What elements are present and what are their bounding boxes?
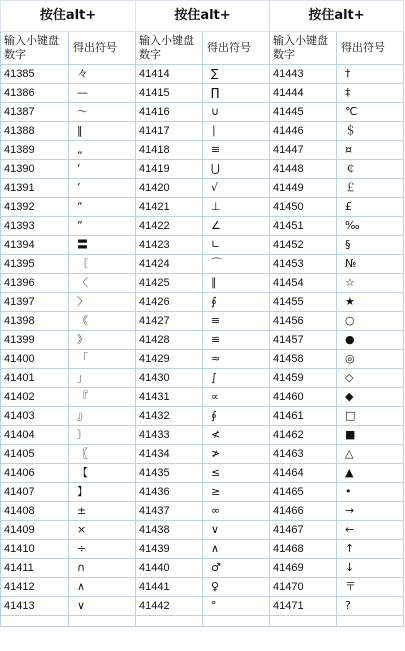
code-cell: 41403 bbox=[1, 407, 69, 426]
table-row bbox=[1, 502, 136, 521]
code-cell: 41416 bbox=[136, 103, 203, 122]
symbol-cell: 」 bbox=[69, 369, 136, 388]
code-cell: 41409 bbox=[1, 521, 69, 540]
code-cell: 41467 bbox=[270, 521, 337, 540]
symbol-cell: — bbox=[69, 84, 136, 103]
code-cell: 41408 bbox=[1, 502, 69, 521]
code-cell: 41460 bbox=[270, 388, 337, 407]
table-row bbox=[270, 312, 404, 331]
code-cell: 41398 bbox=[1, 312, 69, 331]
symbol-cell: ∨ bbox=[69, 597, 136, 616]
table-row bbox=[136, 369, 270, 388]
code-cell: 41423 bbox=[136, 236, 203, 255]
table-row bbox=[270, 236, 404, 255]
symbol-cell: ◆ bbox=[337, 388, 404, 407]
table-row bbox=[1, 198, 136, 217]
table-row bbox=[270, 597, 404, 616]
empty-cell bbox=[136, 616, 203, 627]
code-cell: 41406 bbox=[1, 464, 69, 483]
code-cell: 41407 bbox=[1, 483, 69, 502]
table-row bbox=[136, 236, 270, 255]
table-row bbox=[136, 407, 270, 426]
symbol-cell: □ bbox=[337, 407, 404, 426]
symbol-cell: ～ bbox=[69, 103, 136, 122]
symbol-cell: ＄ bbox=[337, 122, 404, 141]
code-cell: 41394 bbox=[1, 236, 69, 255]
code-cell: 41470 bbox=[270, 578, 337, 597]
code-cell: 41396 bbox=[1, 274, 69, 293]
symbol-cell: 》 bbox=[69, 331, 136, 350]
code-cell: 41422 bbox=[136, 217, 203, 236]
code-cell: 41402 bbox=[1, 388, 69, 407]
table-row bbox=[136, 597, 270, 616]
table-row bbox=[136, 274, 270, 293]
symbol-cell: ● bbox=[337, 331, 404, 350]
table-row bbox=[136, 160, 270, 179]
table-row bbox=[1, 255, 136, 274]
table-row bbox=[136, 293, 270, 312]
column-header-row bbox=[136, 32, 270, 65]
symbol-cell: ∨ bbox=[203, 521, 270, 540]
symbol-cell: 《 bbox=[69, 312, 136, 331]
code-cell: 41439 bbox=[136, 540, 203, 559]
table-row bbox=[270, 388, 404, 407]
symbol-cell: ☆ bbox=[337, 274, 404, 293]
table-row bbox=[270, 65, 404, 84]
code-cell: 41425 bbox=[136, 274, 203, 293]
table-title-row bbox=[270, 1, 404, 32]
symbol-cell: ∩ bbox=[69, 559, 136, 578]
table-row bbox=[1, 426, 136, 445]
symbol-cell: 〒 bbox=[337, 578, 404, 597]
symbol-cell: „ bbox=[69, 141, 136, 160]
symbol-cell: ♀ bbox=[203, 578, 270, 597]
code-cell: 41440 bbox=[136, 559, 203, 578]
symbol-cell: 【 bbox=[69, 464, 136, 483]
table-row bbox=[270, 521, 404, 540]
table-row bbox=[136, 388, 270, 407]
code-cell: 41404 bbox=[1, 426, 69, 445]
empty-cell bbox=[203, 616, 270, 627]
table-row bbox=[270, 464, 404, 483]
code-cell: 41461 bbox=[270, 407, 337, 426]
symbol-cell: ÷ bbox=[69, 540, 136, 559]
code-cell: 41451 bbox=[270, 217, 337, 236]
code-cell: 41429 bbox=[136, 350, 203, 369]
symbol-cell: 『 bbox=[69, 388, 136, 407]
table-row bbox=[1, 388, 136, 407]
header-code: 输入小键盘数字 bbox=[270, 32, 337, 65]
code-cell: 41454 bbox=[270, 274, 337, 293]
code-cell: 41432 bbox=[136, 407, 203, 426]
empty-cell bbox=[337, 616, 404, 627]
table-row bbox=[136, 578, 270, 597]
code-cell: 41438 bbox=[136, 521, 203, 540]
symbol-cell: 「 bbox=[69, 350, 136, 369]
symbol-cell: ∝ bbox=[203, 388, 270, 407]
code-cell: 41455 bbox=[270, 293, 337, 312]
table-row bbox=[270, 141, 404, 160]
code-cell: 41430 bbox=[136, 369, 203, 388]
symbol-cell: ≌ bbox=[203, 331, 270, 350]
symbol-cell: △ bbox=[337, 445, 404, 464]
table-row bbox=[270, 103, 404, 122]
table-row bbox=[1, 331, 136, 350]
symbol-cell: • bbox=[337, 483, 404, 502]
table-row bbox=[1, 293, 136, 312]
table-row bbox=[1, 217, 136, 236]
table-row bbox=[1, 521, 136, 540]
symbol-cell: ◎ bbox=[337, 350, 404, 369]
table-row bbox=[136, 312, 270, 331]
column-header-row bbox=[1, 32, 136, 65]
empty-cell bbox=[270, 616, 337, 627]
symbol-cell: ↓ bbox=[337, 559, 404, 578]
symbol-cell: 】 bbox=[69, 483, 136, 502]
symbol-cell: ⌒ bbox=[203, 255, 270, 274]
code-cell: 41421 bbox=[136, 198, 203, 217]
table-row bbox=[270, 179, 404, 198]
symbol-cell: ⋃ bbox=[203, 160, 270, 179]
empty-row bbox=[136, 616, 270, 627]
symbol-cell: “ bbox=[69, 198, 136, 217]
code-cell: 41386 bbox=[1, 84, 69, 103]
table-row bbox=[270, 198, 404, 217]
code-cell: 41437 bbox=[136, 502, 203, 521]
code-cell: 41436 bbox=[136, 483, 203, 502]
column-header-row bbox=[270, 32, 404, 65]
symbol-cell: ￠ bbox=[337, 160, 404, 179]
code-cell: 41468 bbox=[270, 540, 337, 559]
symbol-cell: ∟ bbox=[203, 236, 270, 255]
code-cell: 41413 bbox=[1, 597, 69, 616]
code-cell: 41434 bbox=[136, 445, 203, 464]
code-cell: 41445 bbox=[270, 103, 337, 122]
table-row bbox=[1, 141, 136, 160]
symbol-cell: £ bbox=[337, 198, 404, 217]
symbol-cell: ’ bbox=[69, 179, 136, 198]
code-cell: 41392 bbox=[1, 198, 69, 217]
symbol-cell: § bbox=[337, 236, 404, 255]
table-row bbox=[136, 464, 270, 483]
symbol-cell: 』 bbox=[69, 407, 136, 426]
header-symbol: 得出符号 bbox=[69, 32, 136, 65]
table-row bbox=[136, 483, 270, 502]
table-row bbox=[136, 141, 270, 160]
symbol-cell: ? bbox=[337, 597, 404, 616]
symbol-cell: ° bbox=[203, 597, 270, 616]
table-row bbox=[1, 350, 136, 369]
code-table-1 bbox=[0, 0, 136, 627]
table-row bbox=[136, 198, 270, 217]
symbol-cell: → bbox=[337, 502, 404, 521]
symbol-cell: ∮ bbox=[203, 407, 270, 426]
symbol-cell: ￡ bbox=[337, 179, 404, 198]
symbol-cell: † bbox=[337, 65, 404, 84]
table-row bbox=[1, 369, 136, 388]
table-row bbox=[136, 217, 270, 236]
symbol-cell: ∥ bbox=[203, 274, 270, 293]
code-cell: 41385 bbox=[1, 65, 69, 84]
code-cell: 41442 bbox=[136, 597, 203, 616]
code-cell: 41414 bbox=[136, 65, 203, 84]
symbol-cell: ∑ bbox=[203, 65, 270, 84]
table-row bbox=[270, 350, 404, 369]
code-cell: 41441 bbox=[136, 578, 203, 597]
symbol-cell: ∣ bbox=[203, 122, 270, 141]
code-cell: 41443 bbox=[270, 65, 337, 84]
table-row bbox=[136, 255, 270, 274]
table-row bbox=[1, 179, 136, 198]
table-row bbox=[1, 122, 136, 141]
code-cell: 41427 bbox=[136, 312, 203, 331]
code-cell: 41471 bbox=[270, 597, 337, 616]
code-table-2 bbox=[135, 0, 270, 627]
table-row bbox=[136, 559, 270, 578]
table-row bbox=[1, 312, 136, 331]
code-cell: 41463 bbox=[270, 445, 337, 464]
symbol-cell: ‖ bbox=[69, 122, 136, 141]
symbol-cell: ◇ bbox=[337, 369, 404, 388]
symbol-cell: ≯ bbox=[203, 445, 270, 464]
symbol-cell: ∞ bbox=[203, 502, 270, 521]
table-row bbox=[270, 426, 404, 445]
table-row bbox=[270, 122, 404, 141]
table-row bbox=[270, 331, 404, 350]
code-cell: 41400 bbox=[1, 350, 69, 369]
symbol-cell: ○ bbox=[337, 312, 404, 331]
symbol-cell: ≡ bbox=[203, 312, 270, 331]
table-row bbox=[1, 274, 136, 293]
table-title: 按住alt+ bbox=[1, 1, 136, 32]
table-row bbox=[136, 350, 270, 369]
table-row bbox=[136, 84, 270, 103]
table-row bbox=[136, 540, 270, 559]
code-cell: 41458 bbox=[270, 350, 337, 369]
table-row bbox=[1, 578, 136, 597]
table-row bbox=[1, 559, 136, 578]
symbol-cell: ‘ bbox=[69, 160, 136, 179]
code-cell: 41449 bbox=[270, 179, 337, 198]
table-title: 按住alt+ bbox=[270, 1, 404, 32]
symbol-cell: 〈 bbox=[69, 274, 136, 293]
symbol-cell: ∠ bbox=[203, 217, 270, 236]
table-title: 按住alt+ bbox=[136, 1, 270, 32]
table-row bbox=[1, 84, 136, 103]
code-cell: 41399 bbox=[1, 331, 69, 350]
symbol-cell: ∧ bbox=[69, 578, 136, 597]
code-cell: 41435 bbox=[136, 464, 203, 483]
code-cell: 41448 bbox=[270, 160, 337, 179]
code-cell: 41426 bbox=[136, 293, 203, 312]
table-row bbox=[270, 274, 404, 293]
symbol-cell: ∮ bbox=[203, 293, 270, 312]
code-cell: 41456 bbox=[270, 312, 337, 331]
table-row bbox=[1, 407, 136, 426]
code-cell: 41412 bbox=[1, 578, 69, 597]
table-row bbox=[270, 160, 404, 179]
code-cell: 41415 bbox=[136, 84, 203, 103]
symbol-cell: ≮ bbox=[203, 426, 270, 445]
table-row bbox=[136, 502, 270, 521]
symbol-cell: ‡ bbox=[337, 84, 404, 103]
symbol-cell: ■ bbox=[337, 426, 404, 445]
table-row bbox=[136, 445, 270, 464]
code-cell: 41469 bbox=[270, 559, 337, 578]
code-cell: 41393 bbox=[1, 217, 69, 236]
table-row bbox=[270, 84, 404, 103]
table-row bbox=[136, 331, 270, 350]
table-row bbox=[136, 122, 270, 141]
symbol-cell: 〓 bbox=[69, 236, 136, 255]
code-cell: 41444 bbox=[270, 84, 337, 103]
table-row bbox=[136, 521, 270, 540]
table-row bbox=[1, 464, 136, 483]
header-symbol: 得出符号 bbox=[337, 32, 404, 65]
symbol-cell: ∪ bbox=[203, 103, 270, 122]
table-row bbox=[136, 179, 270, 198]
table-row bbox=[1, 236, 136, 255]
table-row bbox=[1, 65, 136, 84]
symbol-cell: ∏ bbox=[203, 84, 270, 103]
code-cell: 41464 bbox=[270, 464, 337, 483]
code-cell: 41401 bbox=[1, 369, 69, 388]
code-cell: 41446 bbox=[270, 122, 337, 141]
empty-row bbox=[1, 616, 136, 627]
symbol-cell: ▲ bbox=[337, 464, 404, 483]
code-cell: 41459 bbox=[270, 369, 337, 388]
code-cell: 41420 bbox=[136, 179, 203, 198]
symbol-cell: 〖 bbox=[69, 445, 136, 464]
symbol-cell: 々 bbox=[69, 65, 136, 84]
code-table-3 bbox=[269, 0, 404, 627]
table-row bbox=[1, 540, 136, 559]
code-cell: 41431 bbox=[136, 388, 203, 407]
symbol-cell: 〕 bbox=[69, 426, 136, 445]
code-cell: 41466 bbox=[270, 502, 337, 521]
table-row bbox=[1, 483, 136, 502]
code-cell: 41390 bbox=[1, 160, 69, 179]
symbol-cell: ↑ bbox=[337, 540, 404, 559]
header-code: 输入小键盘数字 bbox=[1, 32, 69, 65]
code-cell: 41397 bbox=[1, 293, 69, 312]
symbol-cell: ± bbox=[69, 502, 136, 521]
code-cell: 41387 bbox=[1, 103, 69, 122]
empty-cell bbox=[1, 616, 69, 627]
table-row bbox=[270, 369, 404, 388]
code-cell: 41389 bbox=[1, 141, 69, 160]
table-row bbox=[270, 293, 404, 312]
symbol-cell: ★ bbox=[337, 293, 404, 312]
table-row bbox=[136, 65, 270, 84]
code-cell: 41452 bbox=[270, 236, 337, 255]
code-cell: 41410 bbox=[1, 540, 69, 559]
symbol-cell: ♂ bbox=[203, 559, 270, 578]
code-cell: 41418 bbox=[136, 141, 203, 160]
symbol-cell: ≈ bbox=[203, 350, 270, 369]
empty-cell bbox=[69, 616, 136, 627]
symbol-cell: ¤ bbox=[337, 141, 404, 160]
symbol-cell: ∫ bbox=[203, 369, 270, 388]
empty-row bbox=[270, 616, 404, 627]
table-row bbox=[270, 255, 404, 274]
header-code: 输入小键盘数字 bbox=[136, 32, 203, 65]
table-row bbox=[270, 445, 404, 464]
table-row bbox=[136, 426, 270, 445]
table-title-row bbox=[136, 1, 270, 32]
table-row bbox=[136, 103, 270, 122]
symbol-cell: 〉 bbox=[69, 293, 136, 312]
code-cell: 41411 bbox=[1, 559, 69, 578]
code-cell: 41391 bbox=[1, 179, 69, 198]
symbol-cell: ‰ bbox=[337, 217, 404, 236]
code-cell: 41405 bbox=[1, 445, 69, 464]
code-cell: 41433 bbox=[136, 426, 203, 445]
code-cell: 41447 bbox=[270, 141, 337, 160]
code-cell: 41462 bbox=[270, 426, 337, 445]
symbol-cell: ≥ bbox=[203, 483, 270, 502]
table-row bbox=[270, 407, 404, 426]
code-cell: 41424 bbox=[136, 255, 203, 274]
code-cell: 41453 bbox=[270, 255, 337, 274]
code-cell: 41419 bbox=[136, 160, 203, 179]
symbol-cell: 〔 bbox=[69, 255, 136, 274]
code-cell: 41457 bbox=[270, 331, 337, 350]
symbol-cell: № bbox=[337, 255, 404, 274]
symbol-cell: ≡ bbox=[203, 141, 270, 160]
table-row bbox=[270, 540, 404, 559]
table-row bbox=[270, 559, 404, 578]
table-row bbox=[270, 483, 404, 502]
code-cell: 41388 bbox=[1, 122, 69, 141]
symbol-cell: ” bbox=[69, 217, 136, 236]
header-symbol: 得出符号 bbox=[203, 32, 270, 65]
table-title-row bbox=[1, 1, 136, 32]
table-row bbox=[270, 217, 404, 236]
table-row bbox=[1, 445, 136, 464]
table-row bbox=[1, 597, 136, 616]
symbol-cell: ∧ bbox=[203, 540, 270, 559]
code-cell: 41417 bbox=[136, 122, 203, 141]
symbol-cell: √ bbox=[203, 179, 270, 198]
symbol-cell: ← bbox=[337, 521, 404, 540]
code-cell: 41395 bbox=[1, 255, 69, 274]
symbol-cell: × bbox=[69, 521, 136, 540]
table-row bbox=[270, 578, 404, 597]
symbol-cell: ⊥ bbox=[203, 198, 270, 217]
table-row bbox=[1, 103, 136, 122]
code-cell: 41465 bbox=[270, 483, 337, 502]
table-row bbox=[270, 502, 404, 521]
table-row bbox=[1, 160, 136, 179]
symbol-cell: ℃ bbox=[337, 103, 404, 122]
code-cell: 41428 bbox=[136, 331, 203, 350]
symbol-cell: ≤ bbox=[203, 464, 270, 483]
code-cell: 41450 bbox=[270, 198, 337, 217]
